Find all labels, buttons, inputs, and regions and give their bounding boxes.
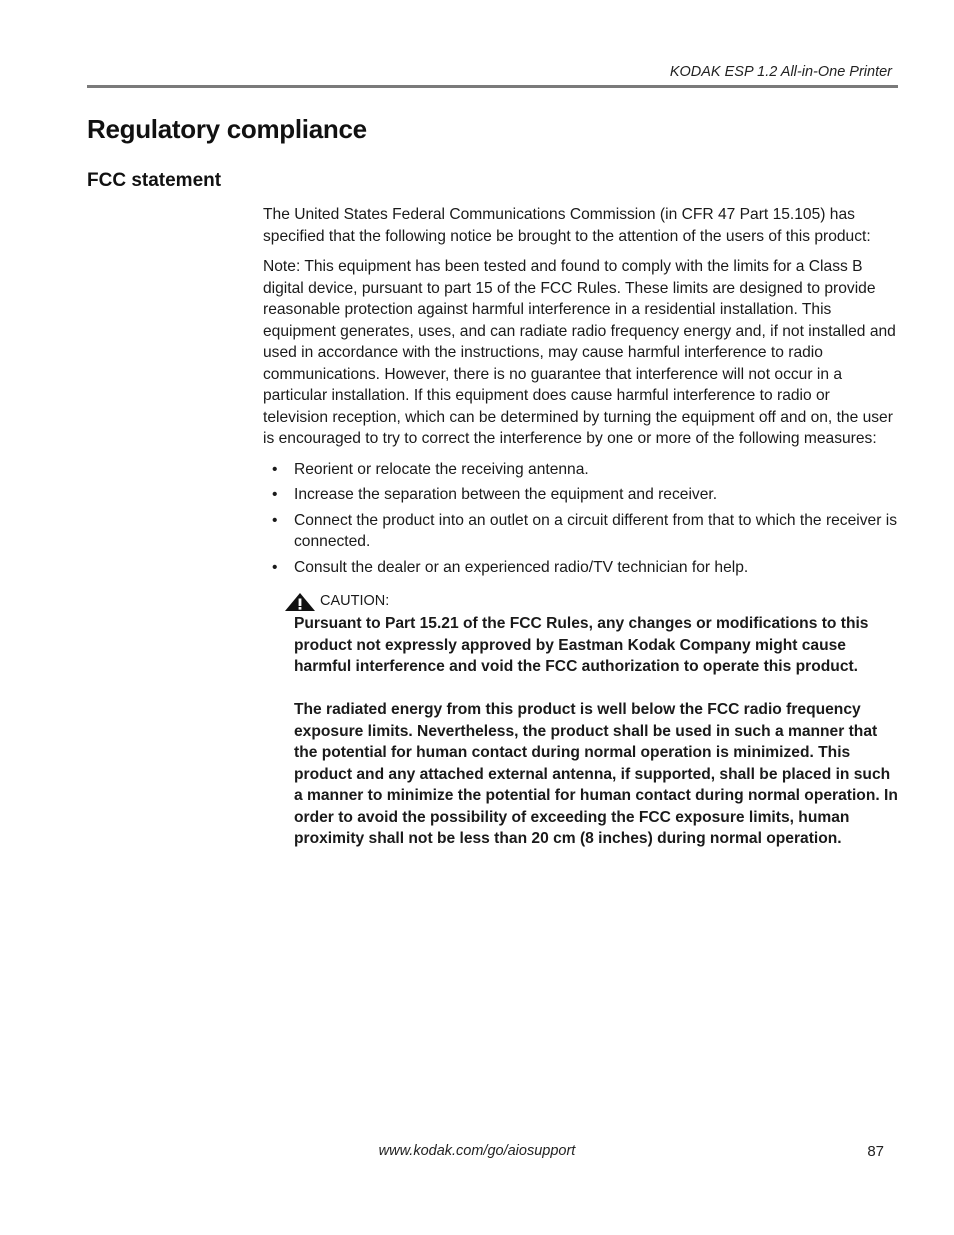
caution-header	[294, 591, 899, 613]
caution-box	[294, 591, 899, 850]
footer-url: www.kodak.com/go/aiosupport	[378, 1143, 576, 1159]
caution-label: CAUTION:	[320, 593, 390, 610]
measures-list	[263, 459, 899, 579]
warning-icon	[284, 592, 316, 612]
caution-text	[294, 613, 899, 850]
section-title: FCC statement	[87, 170, 222, 191]
list-item	[263, 484, 899, 506]
bullet-marker: •	[272, 558, 278, 576]
page-number: 87	[867, 1143, 884, 1160]
bullet-marker: •	[272, 486, 278, 503]
list-item	[263, 557, 899, 579]
list-item-text: Increase the separation between the equipment and receiver.	[294, 486, 718, 503]
list-item	[263, 459, 899, 481]
caution-paragraph: Pursuant to Part 15.21 of the FCC Rules, any changes or modifications to this product not expressly approved by Eastman Kodak Company might cause harmful interference and void the FCC authorization to operate this product.	[294, 615, 869, 675]
note-paragraph: Note: This equipment has been tested and found to comply with the limits for a Class B digital device, pursuant to part 15 of the FCC Rules. These limits are designed to provide reasonable protection against harmful interference in a residential installation. This equipment generates, uses, and can radiate radio frequency energy and, if not installed and used in accordance with the instructions, may cause harmful interference to radio communications. However, there is no guarantee that interference will not occur in a particular installation. If this equipment does cause harmful interference to radio or television reception, which can be determined by turning the equipment off and on, the user is encouraged to try to correct the interference by one or more of the following measures:	[263, 258, 896, 447]
running-header: KODAK ESP 1.2 All-in-One Printer	[669, 64, 892, 80]
section-body	[263, 204, 899, 850]
list-item	[263, 510, 899, 553]
list-item-text: Reorient or relocate the receiving antenna.	[294, 460, 589, 478]
caution-paragraph: The radiated energy from this product is well below the FCC radio frequency exposure limits. Nevertheless, the product shall be used in such a manner that the potential for human contact during normal operation is minimized. This product and any attached external antenna, if supported, shall be placed in such a manner to minimize the potential for human contact during normal operation. In order to avoid the possibility of exceeding the FCC exposure limits, human proximity shall not be less than 20 cm (8 inches) during normal operation.	[294, 701, 898, 847]
page-title: Regulatory compliance	[87, 114, 367, 144]
list-item-text: Connect the product into an outlet on a circuit different from that to which the receiver is connected.	[294, 511, 897, 550]
intro-paragraph: The United States Federal Communications Commission (in CFR 47 Part 15.105) has specified that the following notice be brought to the attention of the users of this product:	[263, 206, 871, 245]
bullet-marker: •	[272, 511, 278, 529]
list-item-text: Consult the dealer or an experienced radio/TV technician for help.	[294, 558, 749, 576]
header-divider	[87, 85, 898, 88]
bullet-marker: •	[272, 460, 278, 478]
